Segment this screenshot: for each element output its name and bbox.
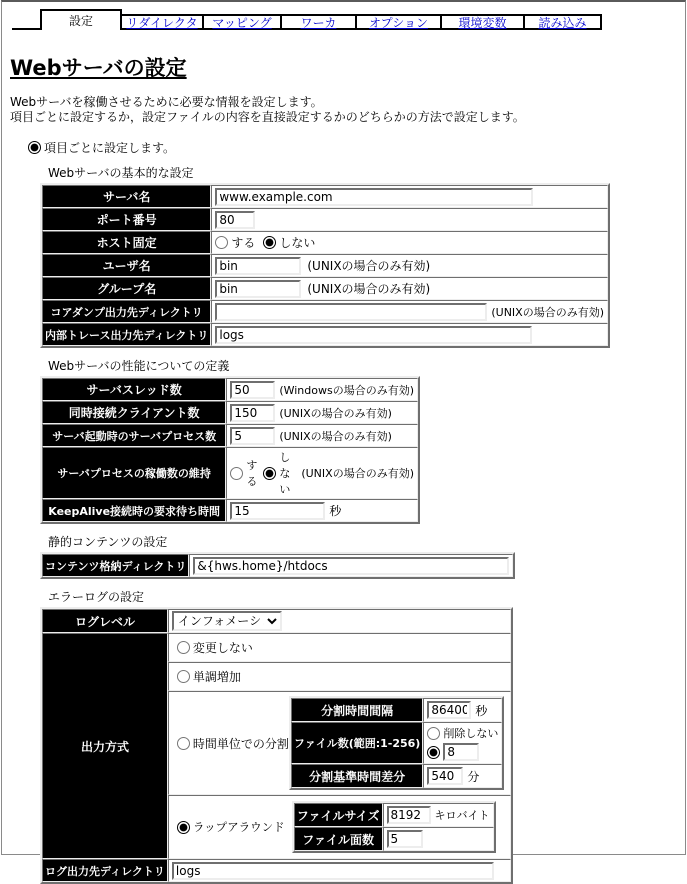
- clients-label: 同時接続クライアント数: [42, 401, 226, 424]
- tab-worker-label: ワーカ: [300, 15, 337, 30]
- content-dir-label: コンテンツ格納ディレクトリ: [42, 554, 189, 577]
- wraparound-label: ラップアラウンド: [192, 820, 285, 834]
- split-offset-label: 分割基準時間差分: [291, 764, 423, 788]
- table-row: [42, 447, 418, 499]
- processes-input[interactable]: [230, 427, 275, 445]
- page-title: Webサーバの設定: [10, 56, 187, 80]
- unix-only-note: (UNIXの場合のみ有効): [301, 467, 414, 480]
- file-count-keep-radio[interactable]: [427, 727, 440, 740]
- unix-only-note: (UNIXの場合のみ有効): [307, 259, 431, 273]
- page-description: [10, 95, 685, 125]
- host-fixed-radio-no[interactable]: [263, 236, 276, 249]
- output-method-label: 出力方式: [42, 633, 168, 859]
- error-log-heading: エラーログの設定: [48, 590, 145, 604]
- unix-only-note: (UNIXの場合のみ有効): [307, 282, 431, 296]
- processes-label: サーバ起動時のサーバプロセス数: [42, 424, 226, 447]
- basic-settings-heading: Webサーバの基本的な設定: [48, 166, 194, 180]
- trace-dir-label: 内部トレース出力先ディレクトリ: [42, 323, 211, 346]
- table-row: [294, 803, 494, 827]
- wraparound-table: [292, 801, 496, 853]
- error-log-table: [40, 607, 513, 884]
- performance-table: [40, 376, 420, 524]
- table-row: [42, 401, 418, 424]
- tab-redirector-label: リダイレクタ: [126, 15, 198, 30]
- unix-only-note: (UNIXの場合のみ有効): [491, 305, 605, 319]
- kilobytes-unit-label: キロバイト: [434, 809, 490, 822]
- wraparound-radio[interactable]: [177, 821, 190, 834]
- windows-only-note: (Windowsの場合のみ有効): [279, 383, 414, 397]
- tab-options[interactable]: [357, 14, 442, 30]
- keepalive-input[interactable]: [230, 502, 325, 520]
- description-line-2: 項目ごとに設定するか，設定ファイルの内容を直接設定するかのどちらかの方法で設定します。: [10, 110, 525, 124]
- tab-mapping-label: マッピング: [212, 15, 272, 30]
- group-name-input[interactable]: [215, 280, 301, 298]
- static-content-table: [40, 552, 515, 579]
- tab-settings[interactable]: [40, 9, 122, 30]
- server-name-label: サーバ名: [42, 185, 211, 208]
- port-label: ポート番号: [42, 208, 211, 231]
- seconds-unit-label: 秒: [475, 703, 488, 718]
- table-row: [294, 827, 494, 851]
- tab-load[interactable]: [525, 14, 602, 30]
- tab-env-vars-label: 環境変数: [458, 15, 507, 30]
- output-time-split-radio[interactable]: [177, 737, 190, 750]
- server-threads-label: サーバスレッド数: [42, 378, 226, 401]
- table-row: [291, 698, 502, 722]
- log-level-label: ログレベル: [42, 609, 168, 633]
- keep-processes-yes-label: する: [246, 459, 258, 488]
- content-dir-input[interactable]: [193, 557, 509, 575]
- file-size-input[interactable]: [387, 806, 431, 824]
- table-row: [42, 277, 608, 300]
- output-monotonic-radio[interactable]: [177, 670, 190, 683]
- table-row: [42, 378, 418, 401]
- user-name-input[interactable]: [215, 257, 301, 275]
- output-no-change-radio[interactable]: [177, 641, 190, 654]
- file-faces-label: ファイル面数: [294, 827, 383, 851]
- basic-settings-table: [40, 183, 610, 348]
- split-offset-input[interactable]: [427, 767, 463, 785]
- tab-redirector[interactable]: [122, 14, 204, 30]
- settings-page: [1, 0, 686, 878]
- file-count-radio[interactable]: [427, 746, 440, 759]
- output-time-split-label: 時間単位での分割: [192, 736, 289, 751]
- tab-settings-label: 設定: [68, 14, 93, 28]
- table-row: [42, 554, 513, 577]
- table-row: [42, 208, 608, 231]
- unix-only-note: (UNIXの場合のみ有効): [279, 406, 392, 420]
- tab-worker[interactable]: [282, 14, 357, 30]
- table-row: [42, 633, 511, 662]
- server-name-input[interactable]: [215, 188, 533, 206]
- log-level-select[interactable]: [172, 611, 282, 631]
- log-dir-input[interactable]: [172, 862, 494, 880]
- tab-options-label: オプション: [369, 15, 428, 30]
- keepalive-label: KeepAlive接続時の要求待ち時間: [42, 499, 226, 522]
- port-input[interactable]: [215, 211, 255, 229]
- per-item-radio-label: 項目ごとに設定します。: [44, 141, 176, 155]
- group-name-label: グループ名: [42, 277, 211, 300]
- mode-row: [28, 139, 685, 156]
- file-count-label: ファイル数(範囲:1-256): [291, 722, 423, 764]
- clients-input[interactable]: [230, 404, 275, 422]
- tab-env-vars[interactable]: [442, 14, 525, 30]
- table-row: [42, 609, 511, 633]
- file-size-label: ファイルサイズ: [294, 803, 383, 827]
- time-split-table: [289, 696, 504, 790]
- log-dir-label: ログ出力先ディレクトリ: [42, 859, 168, 882]
- tab-load-label: 読み込み: [538, 15, 587, 30]
- description-line-1: Webサーバを稼働させるために必要な情報を設定します。: [10, 95, 323, 109]
- keep-processes-radio-yes[interactable]: [230, 467, 243, 480]
- split-interval-input[interactable]: [427, 701, 471, 719]
- table-row: [42, 424, 418, 447]
- user-name-label: ユーザ名: [42, 254, 211, 277]
- core-dump-dir-label: コアダンプ出力先ディレクトリ: [42, 300, 211, 323]
- performance-heading: Webサーバの性能についての定義: [48, 359, 230, 373]
- unix-only-note: (UNIXの場合のみ有効): [279, 429, 392, 443]
- tab-mapping[interactable]: [204, 14, 282, 30]
- table-row: [42, 254, 608, 277]
- table-row: [291, 722, 502, 764]
- table-row: [42, 323, 608, 346]
- file-count-input[interactable]: [443, 743, 479, 761]
- table-row: [291, 764, 502, 788]
- minutes-unit-label: 分: [467, 769, 480, 784]
- keep-processes-no-label: しない: [279, 451, 291, 496]
- keep-processes-radio-no[interactable]: [263, 467, 276, 480]
- host-fixed-no-label: しない: [279, 236, 316, 250]
- host-fixed-radio-yes[interactable]: [215, 236, 228, 249]
- table-row: [42, 300, 608, 323]
- core-dump-dir-input[interactable]: [215, 303, 487, 321]
- file-faces-input[interactable]: [387, 830, 423, 848]
- split-interval-label: 分割時間間隔: [291, 698, 423, 722]
- tab-bar: [2, 7, 685, 30]
- per-item-radio[interactable]: [28, 141, 41, 154]
- output-no-change-label: 変更しない: [192, 641, 253, 655]
- table-row: [42, 185, 608, 208]
- table-row: [42, 231, 608, 254]
- trace-dir-input[interactable]: [215, 326, 532, 344]
- server-threads-input[interactable]: [230, 381, 275, 399]
- table-row: [42, 859, 511, 882]
- static-content-heading: 静的コンテンツの設定: [48, 535, 168, 549]
- file-count-keep-label: 削除しない: [443, 727, 499, 740]
- host-fixed-yes-label: する: [231, 236, 256, 250]
- seconds-unit-label: 秒: [329, 504, 342, 518]
- output-monotonic-label: 単調増加: [192, 670, 241, 684]
- keep-processes-label: サーバプロセスの稼働数の維持: [42, 447, 226, 499]
- table-row: [42, 499, 418, 522]
- host-fixed-label: ホスト固定: [42, 231, 211, 254]
- tab-baseline-stub: [12, 28, 40, 30]
